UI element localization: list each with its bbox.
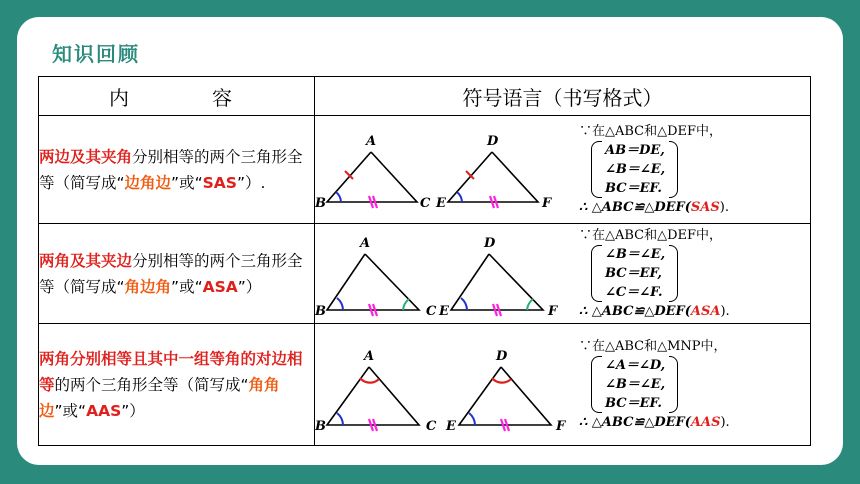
- right-brace: [669, 245, 678, 302]
- table-row-sas: [39, 116, 811, 224]
- left-brace: [591, 245, 602, 302]
- conclusion-text: ∴ △ABC≌△DEF(: [579, 200, 691, 215]
- theorem-keyword: 两边及其夹角: [39, 147, 133, 166]
- vertex-label-b: B: [315, 303, 326, 319]
- triangle-def: [448, 152, 538, 202]
- left-brace: [591, 141, 602, 198]
- proof-conclusion: [577, 302, 730, 321]
- right-brace: [669, 356, 678, 413]
- theorem-text: ”或“: [171, 173, 203, 192]
- angle-mark-e: [461, 298, 467, 310]
- triangles-aas-svg: [315, 333, 575, 437]
- proof-aas: [575, 337, 734, 432]
- proof-given: ∵在△ABC和△DEF中，: [579, 228, 723, 243]
- angle-mark-e: [469, 413, 475, 425]
- vertex-label-b: B: [315, 195, 326, 211]
- vertex-label-f: F: [542, 195, 552, 211]
- condition-1: ∠A＝∠D,: [605, 358, 666, 373]
- angle-mark-f: [527, 299, 533, 310]
- right-brace: [669, 141, 678, 198]
- conclusion-end: ).: [720, 415, 730, 430]
- angle-mark-d: [492, 378, 511, 383]
- condition-2: BC＝EF,: [605, 266, 662, 281]
- proof-conclusion: [577, 198, 729, 217]
- proof-given: ∵在△ABC和△DEF中，: [579, 124, 723, 139]
- theorem-abbr: AAS: [86, 401, 122, 420]
- condition-3: BC＝EF.: [605, 396, 662, 411]
- vertex-label-a: A: [360, 235, 371, 251]
- table-row-asa: [39, 224, 811, 324]
- proof-asa: [575, 226, 734, 321]
- figure-sas: [315, 124, 575, 216]
- header-symbol-language: 符号语言（书写格式）: [315, 77, 811, 116]
- symbol-cell-asa: [315, 224, 811, 324]
- theorem-text: ”）: [121, 401, 145, 420]
- left-brace: [591, 356, 602, 413]
- theorem-text: ”）.: [236, 173, 266, 192]
- theorem-text-asa: [39, 224, 315, 324]
- vertex-label-b: B: [315, 418, 326, 434]
- angle-mark-b: [337, 413, 343, 425]
- vertex-label-f: F: [556, 418, 566, 434]
- conclusion-tag: SAS: [690, 200, 720, 215]
- vertex-label-e: E: [439, 303, 449, 319]
- theorem-text: 分别相等的两个三角形全等（简写成“: [39, 147, 303, 192]
- conclusion-end: ).: [719, 200, 730, 215]
- condition-2: ∠B＝∠E,: [605, 377, 666, 392]
- vertex-label-f: F: [548, 303, 558, 319]
- vertex-label-d: D: [496, 348, 508, 364]
- vertex-label-e: E: [436, 195, 446, 211]
- proof-conclusion: [577, 413, 730, 432]
- vertex-label-d: D: [484, 235, 496, 251]
- angle-mark-c: [403, 299, 409, 310]
- theorem-text: 分别相等的两个三角形全等（简写成“: [39, 251, 303, 296]
- header-content-char-1: 内: [109, 85, 129, 110]
- theorem-text-aas: [39, 324, 315, 446]
- vertex-label-c: C: [426, 418, 437, 434]
- angle-mark-e: [457, 192, 462, 202]
- theorem-text-sas: [39, 116, 315, 224]
- theorem-text: ”或“: [54, 401, 87, 420]
- conclusion-text: ∴ △ABC≌△DEF(: [579, 415, 691, 430]
- figure-asa: [315, 228, 575, 320]
- vertex-label-e: E: [446, 418, 456, 434]
- theorem-keyword: 两角及其夹边: [39, 251, 133, 270]
- symbol-cell-sas: [315, 116, 811, 224]
- proof-conditions: [591, 245, 730, 302]
- theorem-abbr: ASA: [202, 277, 238, 296]
- angle-mark-b: [337, 298, 343, 310]
- vertex-label-a: A: [366, 133, 377, 149]
- proof-sas: [575, 122, 733, 217]
- symbol-cell-aas: [315, 324, 811, 446]
- figure-aas: [315, 333, 575, 437]
- conclusion-tag: AAS: [690, 415, 721, 430]
- condition-2: ∠B＝∠E,: [605, 162, 666, 177]
- conclusion-text: ∴ △ABC≌△DEF(: [579, 304, 691, 319]
- condition-3: BC＝EF.: [605, 181, 662, 196]
- conclusion-end: ).: [720, 304, 730, 319]
- table-header-row: [39, 77, 811, 116]
- theorem-text: 的两个三角形全等（简写成“: [54, 375, 249, 394]
- table-row-aas: [39, 324, 811, 446]
- proof-given: ∵在△ABC和△MNP中，: [579, 339, 727, 354]
- header-content: [39, 77, 315, 116]
- proof-conditions: [591, 356, 730, 413]
- theorem-short-cn: 角边角: [124, 277, 172, 296]
- header-content-char-2: 容: [212, 85, 232, 110]
- theorem-abbr: SAS: [202, 173, 237, 192]
- congruence-table: [38, 76, 811, 446]
- vertex-label-c: C: [420, 195, 431, 211]
- theorem-short-cn: 边角边: [124, 173, 172, 192]
- condition-3: ∠C＝∠F.: [605, 285, 663, 300]
- theorem-text: ”或“: [171, 277, 203, 296]
- theorem-keyword: 两角分别相等且其中一组等角的对边相等: [39, 349, 303, 394]
- triangle-abc: [327, 152, 417, 202]
- section-title: 知识回顾: [52, 42, 140, 66]
- proof-conditions: [591, 141, 729, 198]
- condition-1: AB＝DE,: [605, 143, 665, 158]
- vertex-label-d: D: [487, 133, 499, 149]
- conclusion-tag: ASA: [690, 304, 721, 319]
- theorem-short-cn: 角角边: [39, 375, 280, 420]
- condition-1: ∠B＝∠E,: [605, 247, 666, 262]
- angle-mark-a: [360, 378, 379, 383]
- vertex-label-c: C: [426, 303, 437, 319]
- vertex-label-a: A: [364, 348, 375, 364]
- theorem-text: ”）: [237, 277, 262, 296]
- angle-mark-b: [336, 192, 341, 202]
